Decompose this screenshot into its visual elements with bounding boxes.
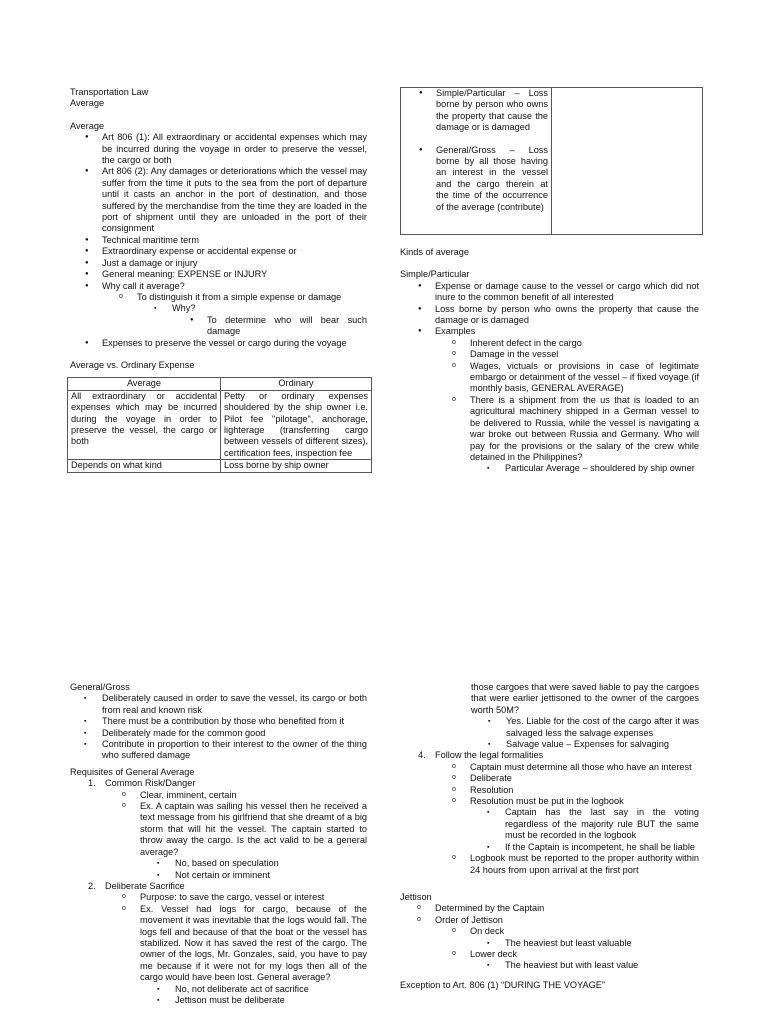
list-item-text: Order of Jettison (435, 914, 503, 925)
continued-text (400, 682, 699, 716)
list-item-text: There is a shipment from the us that is loaded to an agricultural machinery shipped in a German vessel to be delivered to Russia, while the vessel is navigating a war broke out between Russia and Germany. Who will pay for the provisions or the salary of the crew while detained in the Philippines? (470, 394, 699, 462)
jettison-list (400, 903, 699, 971)
list-item: ● Expense or damage cause to the vessel or cargo which did not inure to the common benefit of all interested (400, 281, 699, 304)
list-number: 4. (418, 750, 426, 761)
list-item: ▪ The heaviest but least valuable (470, 938, 699, 949)
list-item: ● To determine who will bear such damage (172, 315, 367, 338)
requisites-list-continued (400, 750, 699, 875)
box-cell (401, 88, 552, 234)
list-item: o Determined by the Captain (400, 903, 699, 914)
sub-list (105, 790, 367, 881)
table-heading: Average vs. Ordinary Expense (70, 359, 195, 370)
list-item: o Damage in the vessel (435, 349, 699, 360)
top-right-section (400, 247, 699, 475)
bottom-left-section (70, 682, 367, 1006)
section-heading-average: Average (70, 120, 105, 131)
sub-list (105, 892, 367, 1006)
continued-paragraph: those cargoes that were saved liable to pay the cargoes that were earlier jettisoned to the owner of the cargoes worth 50M? (471, 682, 699, 715)
sub-list (471, 716, 699, 750)
list-item: ● Simple/Particular – Loss borne by person who owns the property that cause the damage or is damaged (401, 88, 548, 134)
list-item-text: Resolution must be put in the logbook (470, 796, 624, 807)
list-item-text: Deliberate Sacrifice (105, 880, 185, 891)
simple-heading: Simple/Particular (400, 269, 470, 280)
table-row (68, 460, 372, 472)
sub-list (140, 984, 367, 1007)
list-item: ● Extraordinary expense or accidental expense or (67, 246, 367, 257)
list-item-text: Follow the legal formalities (435, 750, 544, 761)
list-item (105, 801, 367, 881)
sub-list (172, 315, 367, 338)
list-item-text: Ex. A captain was sailing his vessel then he received a text message from his girlfriend that she dreamt of a big storm that will hit the vessel. The captain started to throw away the cargo. Is the act valid to be a general average? (140, 801, 367, 857)
list-item: ● Art 806 (2): Any damages or deteriorations which the vessel may suffer from the time it puts to the sea from the port of departure until it casts an anchor in the port of destination, and those suffered by the merchandise from the time they are loaded in the port of shipment until they are unloaded in the port of their consignment (67, 166, 367, 234)
list-item-text: Why? (172, 303, 196, 314)
list-item: ▪ Particular Average – shouldered by ship owner (470, 463, 699, 474)
list-item: o Inherent defect in the cargo (435, 338, 699, 349)
list-item (105, 904, 367, 1007)
general-list (67, 693, 367, 761)
list-item: o Logbook must be reported to the proper authority within 24 hours from upon arrival at the first port (435, 853, 699, 876)
list-item: ● General meaning: EXPENSE or INJURY (67, 269, 367, 280)
list-item: o Captain must determine all those who have an interest (435, 762, 699, 773)
list-item (67, 281, 367, 338)
list-item: ▪ If the Captain is incompetent, he shall be liable (470, 842, 699, 853)
list-item (102, 292, 367, 338)
sub-list (435, 926, 699, 972)
list-item-text: Common Risk/Danger (105, 778, 196, 789)
list-item: ▪ There must be a contribution by those who benefited from it (67, 716, 367, 727)
list-item (435, 395, 699, 475)
list-number: 2. (88, 880, 96, 891)
column-header: Average (68, 378, 221, 390)
sub-list (470, 960, 699, 971)
list-item: ▪ Captain has the last say in the voting regardless of the majority rule BUT the same must be recorded in the logbook (470, 807, 699, 841)
list-item: ▪ Contribute in proportion to their interest to the owner of the thing who suffered damage (67, 739, 367, 762)
list-item: o Purpose: to save the cargo, vessel or interest (105, 892, 367, 903)
list-item (435, 949, 699, 972)
kinds-heading: Kinds of average (400, 247, 469, 257)
list-item (70, 881, 367, 1006)
list-item-text: Ex. Vessel had logs for cargo, because of the movement it was inevitable that the logs would fall. The logs fell and because of that the boat or the vessel has stabilized. Now it has saved the rest of the cargo. The owner of the logs, Mr. Gonzales, said, you have to pay me because if it were not for my logs then all of the cargo would have been lost. General average? (140, 903, 367, 983)
doc-subtitle: Average (70, 98, 105, 109)
list-item: ▪ The heaviest but with least value (470, 960, 699, 971)
list-item: o Deliberate (435, 773, 699, 784)
list-item (137, 303, 367, 337)
list-item: ● Expenses to preserve the vessel or cargo during the voyage (67, 338, 367, 349)
list-item: ▪ Not certain or imminent (140, 870, 367, 881)
list-item (70, 778, 367, 881)
list-item (400, 326, 699, 474)
general-heading: General/Gross (70, 682, 130, 692)
bottom-right-section (400, 682, 699, 991)
table-row (68, 390, 372, 459)
list-item (400, 915, 699, 972)
list-item-text: Examples (435, 326, 476, 337)
average-definition-list (67, 132, 367, 349)
column-header: Ordinary (221, 378, 372, 390)
sub-list (470, 807, 699, 853)
list-item: ● Loss borne by person who owns the property that cause the damage or is damaged (400, 304, 699, 327)
list-item: o Wages, victuals or provisions in case of legitimate embargo or detainment of the vessel – if fixed voyage (if monthly basis, GENERAL AVERAGE) (435, 361, 699, 395)
list-item (400, 750, 699, 875)
list-item: ▪ Deliberately caused in order to save the vessel, its cargo or both from real and known risk (67, 693, 367, 716)
table-cell: Depends on what kind (68, 460, 221, 472)
table-cell: All extraordinary or accidental expenses which may be incurred during the voyage in order to preserve the vessel, the cargo or both (68, 390, 221, 459)
list-item: o Resolution (435, 785, 699, 796)
list-item-text: To distinguish it from a simple expense or damage (137, 291, 342, 302)
list-item: ▪ Salvage value – Expenses for salvaging (471, 739, 699, 750)
simple-list (400, 281, 699, 475)
top-left-section (70, 87, 367, 473)
doc-title: Transportation Law (70, 87, 149, 97)
sub-list (140, 858, 367, 881)
table-cell: Loss borne by ship owner (221, 460, 372, 472)
sub-list (435, 762, 699, 876)
list-item (435, 926, 699, 949)
list-item: o Clear, imminent, certain (105, 790, 367, 801)
requisites-heading: Requisites of General Average (70, 766, 195, 777)
list-item: ● General/Gross – Loss borne by all those having an interest in the vessel and the cargo therein at the time of the occurrence of the average (contribute) (401, 145, 548, 213)
list-item: ● Technical maritime term (67, 235, 367, 246)
list-number: 1. (88, 778, 96, 789)
examples-list (435, 338, 699, 475)
sub-list (137, 303, 367, 337)
box-list (401, 88, 551, 213)
sub-list (470, 938, 699, 949)
list-item (435, 796, 699, 853)
jettison-heading: Jettison (400, 891, 432, 902)
list-item: ● Art 806 (1): All extraordinary or accidental expenses which may be incurred during the voyage in order to preserve the vessel, the cargo or both (67, 132, 367, 166)
list-item: ▪ Jettison must be deliberate (140, 995, 367, 1006)
sub-list (102, 292, 367, 338)
list-item: ● Just a damage or injury (67, 258, 367, 269)
list-item: ▪ Yes. Liable for the cost of the cargo after it was salvaged less the salvage expenses (471, 716, 699, 739)
average-kinds-box (400, 87, 703, 235)
table-header-row (68, 378, 372, 390)
list-item: ▪ Deliberately made for the common good (67, 728, 367, 739)
list-item: ▪ No, not deliberate act of sacrifice (140, 984, 367, 995)
comparison-table (67, 377, 372, 472)
list-item-text: On deck (470, 926, 505, 937)
list-item-text: Lower deck (470, 948, 517, 959)
table-cell: Petty or ordinary expenses shouldered by the ship owner i.e. Pilot fee "pilotage", anchorage, lighterage (transferring cargo between vessels of different sizes), certification fees, inspection fee (221, 390, 372, 459)
list-item: ▪ No, based on speculation (140, 858, 367, 869)
list-item-text: Why call it average? (102, 280, 185, 291)
sub-list (470, 463, 699, 474)
requisites-list (70, 778, 367, 1006)
exception-heading: Exception to Art. 806 (1) “DURING THE VOYAGE” (400, 979, 605, 990)
